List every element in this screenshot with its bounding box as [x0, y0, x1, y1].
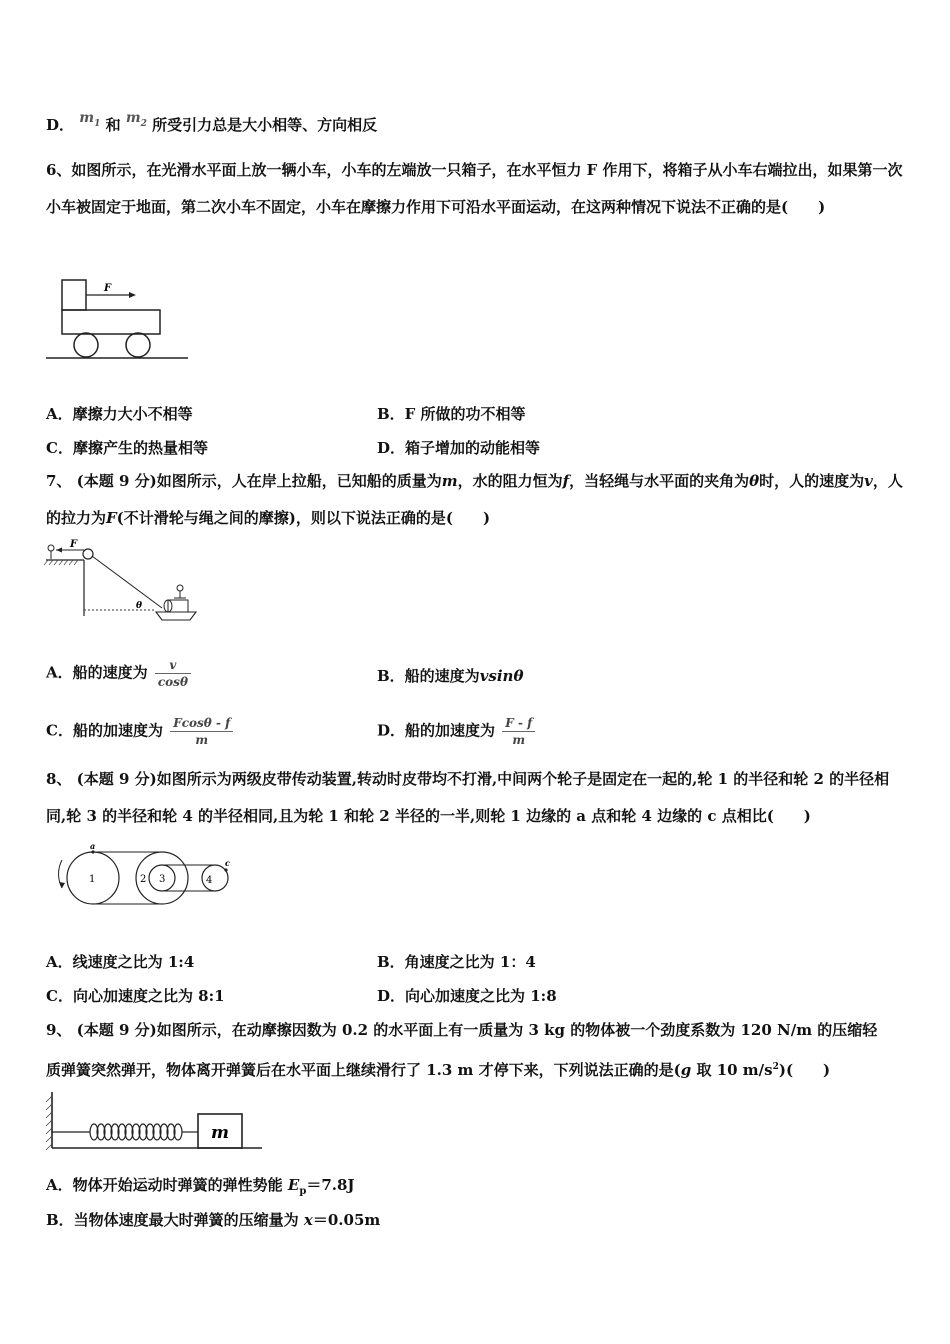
wheel-right [126, 333, 150, 357]
m2-symbol: $m_2$ [125, 110, 147, 129]
velocity-fraction: $\frac{v}{\cos\theta}$ [155, 657, 191, 690]
pulley [83, 549, 93, 559]
q6-option-a[interactable]: A．摩擦力大小不相等 [46, 405, 193, 423]
q8-option-a[interactable]: A．线速度之比为 1:4 [46, 953, 195, 971]
prev-option-d-label: D． [46, 116, 75, 134]
force-label: F [104, 283, 112, 294]
box [62, 280, 86, 310]
q9-option-b[interactable]: B．当物体速度最大时弹簧的压缩量为 x＝0.05m [46, 1211, 381, 1229]
question-9-line-1: 9、 (本题 9 分)如图所示，在动摩擦因数为 0.2 的水平面上有一质量为 3 kg 的物体被一个劲度系数为 120 N/m 的压缩轻 [46, 1021, 878, 1039]
spring-coils [90, 1124, 182, 1140]
pull-force-label: F [70, 539, 78, 550]
question-9-line-2: 质弹簧突然弹开，物体离开弹簧后在水平面上继续滑行了 1.3 m 才停下来，下列说法正确的是(g 取 10 $m/s^2$)( ) [46, 1061, 831, 1079]
belt-figure [50, 842, 234, 912]
q6-option-c[interactable]: C．摩擦产生的热量相等 [46, 439, 208, 457]
question-6-text: 6、如图所示，在光滑水平面上放一辆小车，小车的左端放一只箱子，在水平恒力 F 作用下，将箱子从小车右端拉出，如果第一次小车被固定于地面，第二次小车不固定，小车在摩擦力作用下可沿水平面运动，在这两种情况下说法不正确的是( ) [46, 161, 903, 216]
q6-option-b[interactable]: B．F 所做的功不相等 [377, 405, 526, 423]
m1-symbol: $m_1$ [79, 110, 101, 129]
q7-option-b[interactable]: B．船的速度为vsinθ [377, 667, 524, 685]
q6-option-d[interactable]: D．箱子增加的动能相等 [377, 439, 541, 457]
point-a-label: a [90, 842, 96, 851]
angle-label: θ [136, 601, 143, 611]
q8-option-d[interactable]: D．向心加速度之比为 1:8 [377, 987, 557, 1005]
and-text: 和 [105, 116, 121, 134]
cart-body [62, 310, 160, 334]
person-head [48, 545, 54, 551]
cart-figure [46, 278, 192, 364]
question-8-text: 8、 (本题 9 分)如图所示为两级皮带传动装置,转动时皮带均不打滑,中间两个轮子是固定在一起的,轮 1 的半径和轮 2 的半径相同,轮 3 的半径和轮 4 的半径相同,且为轮 1 和轮 2 半径的一半,则轮 1 边缘的 a 点和轮 4 边缘的 c 点相比( ) [46, 770, 890, 825]
point-c-label: c [225, 858, 230, 868]
boat-hull [156, 612, 196, 620]
rope [92, 556, 162, 608]
q7-option-d[interactable]: D．船的加速度为 $\frac{F - f}{m}$ [377, 715, 537, 748]
boat-figure [44, 538, 204, 630]
label-3: 3 [159, 874, 166, 885]
q8-option-c[interactable]: C．向心加速度之比为 8:1 [46, 987, 225, 1005]
label-4: 4 [206, 875, 213, 886]
prev-option-d-text: 所受引力总是大小相等、方向相反 [152, 116, 378, 134]
prev-option-d [46, 110, 378, 142]
accel-fraction-c: $\frac{Fcos\theta - f}{m}$ [170, 715, 233, 748]
q9-option-a[interactable]: A．物体开始运动时弹簧的弹性势能 $E_p=7.8J$ [46, 1176, 355, 1197]
q7-option-a[interactable]: A．船的速度为 $\frac{v}{\cos\theta}$ [46, 657, 193, 690]
label-2: 2 [140, 874, 147, 885]
accel-fraction-d: $\frac{F - f}{m}$ [502, 715, 535, 748]
q7-option-c[interactable]: C．船的加速度为 $\frac{Fcos\theta - f}{m}$ [46, 715, 235, 748]
q8-option-b[interactable]: B．角速度之比为 1：4 [377, 953, 536, 971]
spring-figure [44, 1090, 266, 1154]
wheel-left [74, 333, 98, 357]
mass-label: m [211, 1123, 229, 1143]
question-7-text: 7、 (本题 9 分)如图所示，人在岸上拉船，已知船的质量为m，水的阻力恒为f，当轻绳与水平面的夹角为θ时，人的速度为v，人的拉力为F(不计滑轮与绳之间的摩擦)，则以下说法正确的是( ) [46, 472, 903, 527]
label-1: 1 [89, 874, 96, 885]
